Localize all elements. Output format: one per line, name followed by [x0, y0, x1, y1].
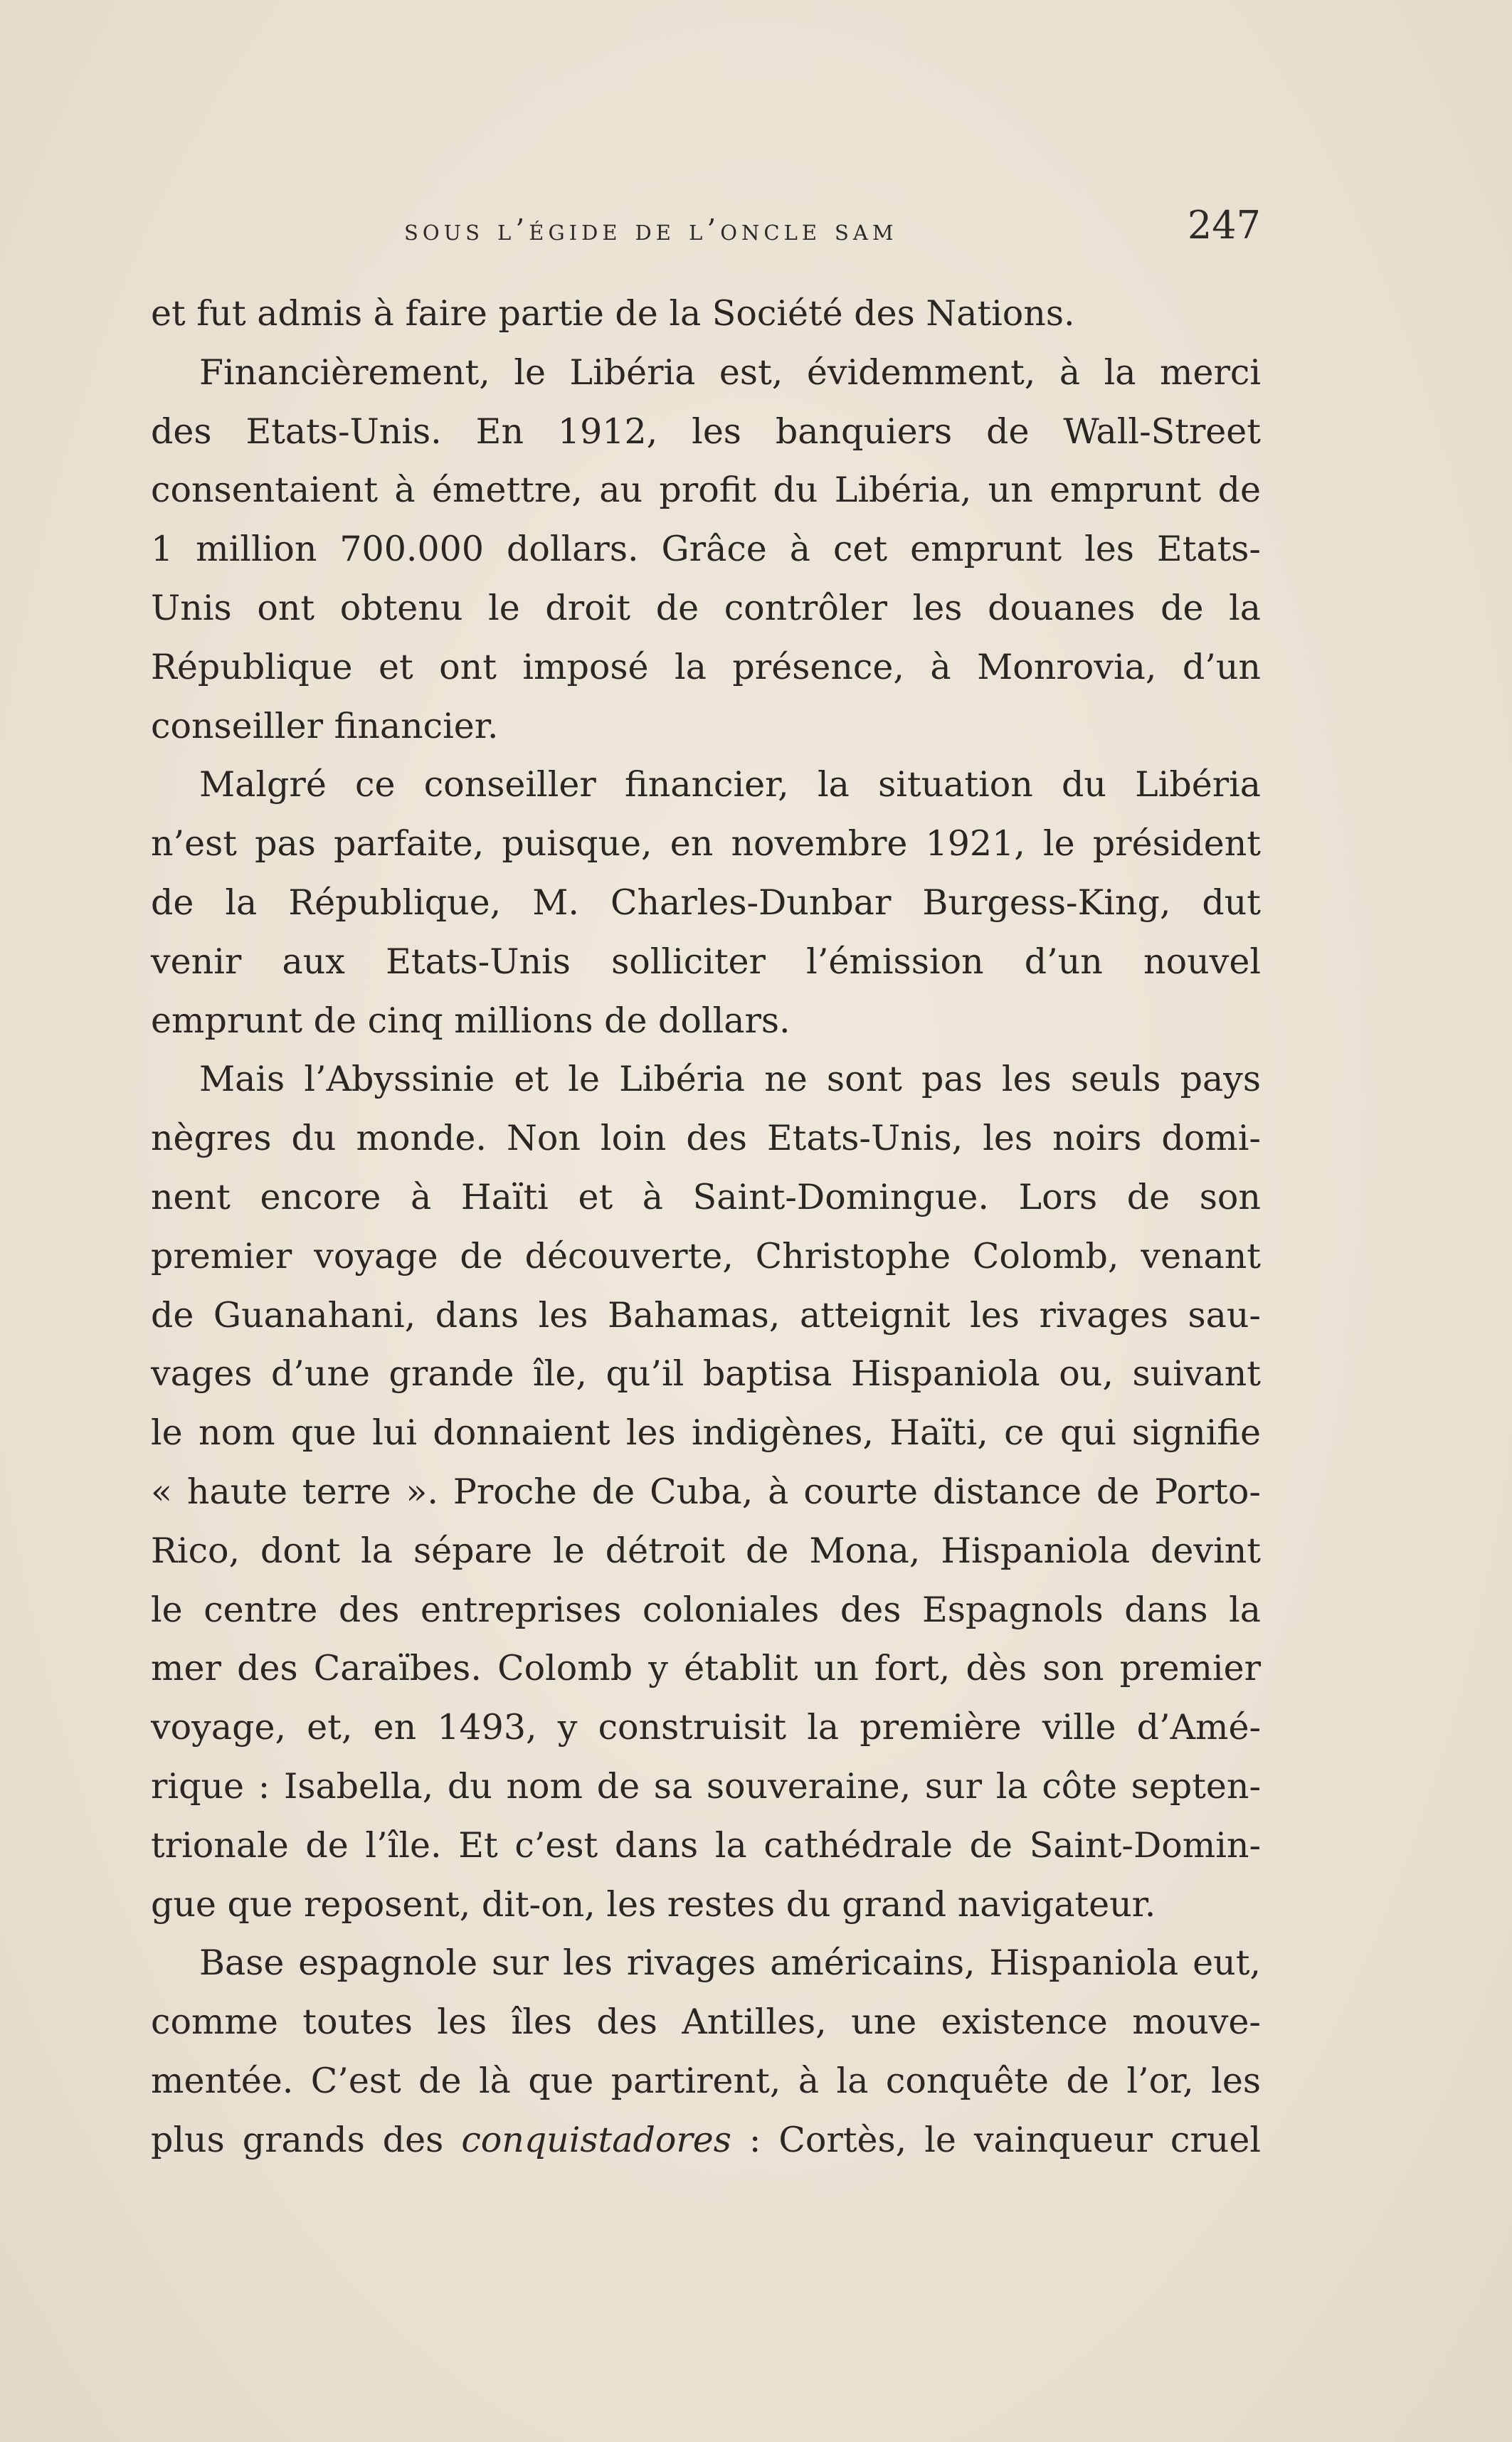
text-line: « haute terre ». Proche de Cuba, à courte distance de Porto-: [151, 1471, 1261, 1512]
text-line: n’est pas parfaite, puisque, en novembre 1921, le président: [151, 823, 1261, 865]
text-line: Mais l’Abyssinie et le Libéria ne sont pas les seuls pays: [199, 1059, 1261, 1100]
text-line: gue que reposent, dit-on, les restes du grand navigateur.: [151, 1883, 1156, 1925]
text-line: de la République, M. Charles-Dunbar Burgess-King, dut: [151, 882, 1261, 923]
text-line: des Etats-Unis. En 1912, les banquiers de Wall-Street: [151, 411, 1261, 452]
paragraph: [151, 756, 1261, 1050]
text-line: emprunt de cinq millions de dollars.: [151, 1000, 791, 1041]
text-segment: plus grands des: [151, 2119, 462, 2160]
text-line: consentaient à émettre, au profit du Libéria, un emprunt de: [151, 470, 1261, 511]
text-line: nent encore à Haïti et à Saint-Domingue. Lors de son: [151, 1176, 1261, 1217]
text-line: de Guanahani, dans les Bahamas, atteignit les rivages sau-: [151, 1294, 1261, 1336]
text-line: Financièrement, le Libéria est, évidemment, à la merci: [199, 352, 1261, 393]
paragraph: [151, 344, 1261, 756]
text-line: conseiller financier.: [151, 705, 499, 746]
text-line: mentée. C’est de là que partirent, à la conquête de l’or, les: [151, 2060, 1261, 2101]
running-title: sous l’égide de l’oncle sam: [404, 213, 898, 247]
text-line: le nom que lui donnaient les indigènes, Haïti, ce qui signifie: [151, 1412, 1261, 1454]
text-line: vages d’une grande île, qu’il baptisa Hispaniola ou, suivant: [151, 1353, 1261, 1395]
text-line: le centre des entreprises coloniales des Espagnols dans la: [151, 1589, 1261, 1630]
paragraph: [151, 285, 1261, 344]
text-line: nègres du monde. Non loin des Etats-Unis, les noirs domi-: [151, 1118, 1261, 1159]
text-line: premier voyage de découverte, Christophe Colomb, venant: [151, 1235, 1261, 1276]
text-line: mer des Caraïbes. Colomb y établit un fort, dès son premier: [151, 1648, 1261, 1689]
page-number: 247: [1187, 203, 1261, 248]
text-segment: : Cortès, le vainqueur cruel: [731, 2119, 1261, 2160]
text-line: Unis ont obtenu le droit de contrôler les douanes de la: [151, 587, 1261, 628]
text-line: rique : Isabella, du nom de sa souveraine, sur la côte septen-: [151, 1765, 1261, 1807]
text-line: Base espagnole sur les rivages américains, Hispaniola eut,: [199, 1942, 1261, 1984]
paragraph: [151, 1050, 1261, 1934]
text-line: 1 million 700.000 dollars. Grâce à cet emprunt les Etats-: [151, 529, 1261, 570]
body-text: [151, 285, 1261, 2170]
text-line: République et ont imposé la présence, à Monrovia, d’un: [151, 646, 1261, 687]
page-header: [151, 203, 1261, 253]
text-line: comme toutes les îles des Antilles, une existence mouve-: [151, 2002, 1261, 2043]
text-line: et fut admis à faire partie de la Société des Nations.: [151, 293, 1075, 334]
italic-term: conquistadores: [461, 2119, 731, 2160]
text-line: Rico, dont la sépare le détroit de Mona, Hispaniola devint: [151, 1530, 1261, 1571]
paragraph: [151, 1934, 1261, 2169]
text-line: venir aux Etats-Unis solliciter l’émission d’un nouvel: [151, 941, 1261, 982]
text-line: Malgré ce conseiller financier, la situation du Libéria: [199, 764, 1261, 805]
text-line: [151, 2111, 1261, 2170]
text-line: voyage, et, en 1493, y construisit la première ville d’Amé-: [151, 1707, 1261, 1748]
text-line: trionale de l’île. Et c’est dans la cathédrale de Saint-Domin-: [151, 1824, 1261, 1866]
